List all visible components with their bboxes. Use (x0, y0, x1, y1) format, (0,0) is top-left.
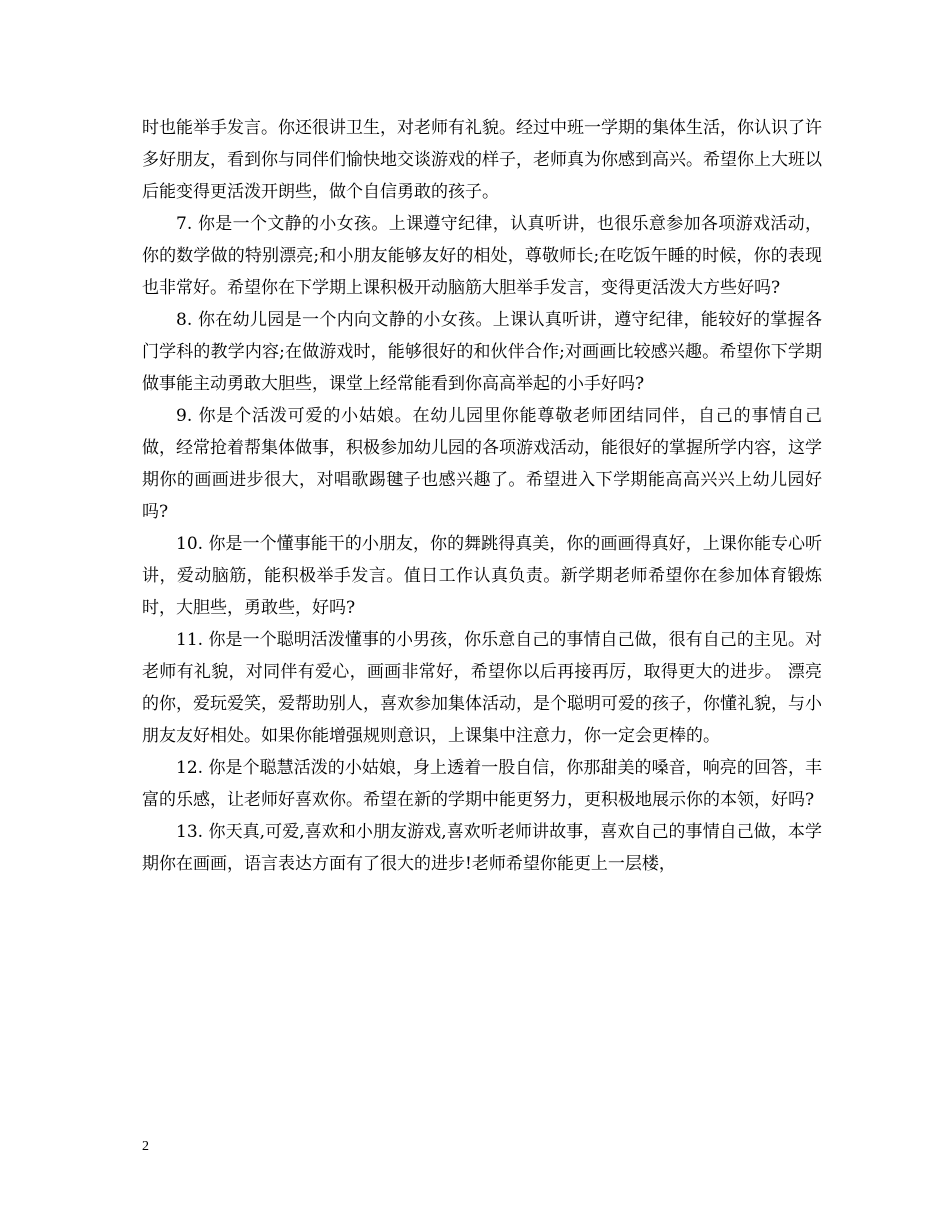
paragraph-item-12: 12. 你是个聪慧活泼的小姑娘，身上透着一股自信，你那甜美的嗓音，响亮的回答，丰富的乐感，让老师好喜欢你。希望在新的学期中能更努力，更积极地展示你的本领，好吗? (142, 758, 822, 810)
paragraph-item-11: 11. 你是一个聪明活泼懂事的小男孩，你乐意自己的事情自己做，很有自己的主见。对老师有礼貌，对同伴有爱心，画画非常好，希望你以后再接再厉，取得更大的进步。 漂亮的你，爱玩爱笑，爱帮助别人，喜欢参加集体活动，是个聪明可爱的孩子，你懂礼貌，与小朋友友好相处。如果你能增强规则意识，上课集中注意力，你一定会更棒的。 (142, 630, 822, 746)
paragraph-item-9: 9. 你是个活泼可爱的小姑娘。在幼儿园里你能尊敬老师团结同伴，自己的事情自己做，经常抢着帮集体做事，积极参加幼儿园的各项游戏活动，能很好的掌握所学内容，这学期你的画画进步很大，对唱歌踢毽子也感兴趣了。希望进入下学期能高高兴兴上幼儿园好吗? (142, 406, 822, 522)
page-number: 2 (142, 1139, 149, 1154)
paragraph-item-7: 7. 你是一个文静的小女孩。上课遵守纪律，认真听讲，也很乐意参加各项游戏活动，你的数学做的特别漂亮;和小朋友能够友好的相处，尊敬师长;在吃饭午睡的时候，你的表现也非常好。希望你在下学期上课积极开动脑筋大胆举手发言，变得更活泼大方些好吗? (142, 214, 822, 298)
paragraph-item-10: 10. 你是一个懂事能干的小朋友，你的舞跳得真美，你的画画得真好，上课你能专心听讲，爱动脑筋，能积极举手发言。值日工作认真负责。新学期老师希望你在参加体育锻炼时，大胆些，勇敢些，好吗? (142, 534, 822, 618)
paragraph-continuation: 时也能举手发言。你还很讲卫生，对老师有礼貌。经过中班一学期的集体生活，你认识了许多好朋友，看到你与同伴们愉快地交谈游戏的样子，老师真为你感到高兴。希望你上大班以后能变得更活泼开朗些，做个自信勇敢的孩子。 (142, 118, 822, 202)
document-body (142, 112, 822, 880)
paragraph-item-13: 13. 你天真,可爱,喜欢和小朋友游戏,喜欢听老师讲故事，喜欢自己的事情自己做，本学期你在画画，语言表达方面有了很大的进步!老师希望你能更上一层楼， (142, 822, 822, 874)
paragraph-item-8: 8. 你在幼儿园是一个内向文静的小女孩。上课认真听讲，遵守纪律，能较好的掌握各门学科的教学内容;在做游戏时，能够很好的和伙伴合作;对画画比较感兴趣。希望你下学期做事能主动勇敢大胆些，课堂上经常能看到你高高举起的小手好吗? (142, 310, 822, 394)
